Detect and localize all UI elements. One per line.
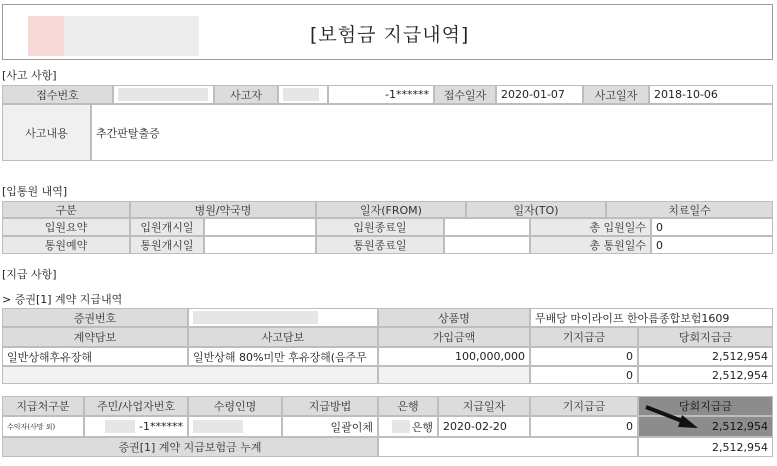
hospital-row-days: 0 <box>651 236 773 254</box>
hospital-header-kind: 구분 <box>2 201 130 218</box>
product-name: 무배당 마이라이프 한아름종합보험1609 <box>530 308 773 327</box>
hospital-row-total-label: 총 입원일수 <box>530 218 651 236</box>
payee-header-type: 지급처구분 <box>2 396 84 416</box>
hospital-row-end-value <box>444 236 530 254</box>
hospital-row-start-label: 입원개시일 <box>130 218 204 236</box>
hospital-section-title: [입통원 내역] <box>2 185 68 198</box>
payee-paid: 0 <box>530 416 638 437</box>
payee-date: 2020-02-20 <box>438 416 530 437</box>
payee-bank: 은행 <box>378 416 438 437</box>
hospital-header-name: 병원/약국명 <box>130 201 316 218</box>
coverage-header-current: 당회지급금 <box>638 327 773 347</box>
payee-header-date: 지급일자 <box>438 396 530 416</box>
highlight-arrow-icon <box>638 398 718 438</box>
total-value: 2,512,954 <box>638 437 773 457</box>
coverage-accident: 일반상해 80%미만 후유장해(음주무 <box>188 347 378 366</box>
payee-header-paid: 기지급금 <box>530 396 638 416</box>
insured-name <box>278 85 328 104</box>
policy-no-label: 증권번호 <box>2 308 188 327</box>
coverage-subtotal-blank-2 <box>378 366 530 384</box>
insured-label: 사고자 <box>214 85 278 104</box>
coverage-current: 2,512,954 <box>638 347 773 366</box>
payee-current: 2,512,954 <box>638 416 773 437</box>
payee-header-name: 수령인명 <box>188 396 282 416</box>
payee-type: 수익자(사망 외) <box>2 416 84 437</box>
payee-header-bank: 은행 <box>378 396 438 416</box>
hospital-row-end-value <box>444 218 530 236</box>
product-label: 상품명 <box>378 308 530 327</box>
hospital-row-kind: 통원예약 <box>2 236 130 254</box>
policy-no-value <box>188 308 378 327</box>
payee-header-current: 당회지급금 <box>638 396 773 416</box>
hospital-header-days: 치료일수 <box>606 201 773 218</box>
coverage-subtotal-blank <box>2 366 378 384</box>
coverage-amount: 100,000,000 <box>378 347 530 366</box>
hospital-header-to: 일자(TO) <box>466 201 606 218</box>
coverage-subtotal-paid: 0 <box>530 366 638 384</box>
logo-redacted-2 <box>64 16 199 56</box>
payee-header-id: 주민/사업자번호 <box>84 396 188 416</box>
coverage-header-accident: 사고담보 <box>188 327 378 347</box>
hospital-row-total-label: 총 통원일수 <box>530 236 651 254</box>
hospital-row-name <box>204 236 316 254</box>
hospital-row-start-label: 통원개시일 <box>130 236 204 254</box>
receipt-no-value <box>113 85 214 104</box>
coverage-subtotal-current: 2,512,954 <box>638 366 773 384</box>
accident-date-value: 2018-10-06 <box>649 85 773 104</box>
page-title: [보험금 지급내역] <box>310 24 470 46</box>
receipt-date-label: 접수일자 <box>434 85 496 104</box>
payment-sub-section-title: > 증권[1] 계약 지급내역 <box>2 293 123 306</box>
payee-id: -1****** <box>84 416 188 437</box>
payee-name <box>188 416 282 437</box>
total-label: 증권[1] 계약 지급보험금 누계 <box>2 437 378 457</box>
accident-section-title: [사고 사항] <box>2 69 57 82</box>
insured-id: -1****** <box>328 85 434 104</box>
accident-date-label: 사고일자 <box>583 85 649 104</box>
accident-content-value: 추간판탈출증 <box>91 104 773 161</box>
payment-section-title: [지급 사항] <box>2 268 57 281</box>
accident-content-label: 사고내용 <box>2 104 91 161</box>
hospital-row-name <box>204 218 316 236</box>
coverage-paid: 0 <box>530 347 638 366</box>
coverage-contract: 일반상해후유장해 <box>2 347 188 366</box>
payee-header-method: 지급방법 <box>282 396 378 416</box>
logo-redacted <box>28 16 64 56</box>
receipt-date-value: 2020-01-07 <box>496 85 583 104</box>
coverage-header-paid: 기지급금 <box>530 327 638 347</box>
hospital-header-from: 일자(FROM) <box>316 201 466 218</box>
hospital-row-end-label: 입원종료일 <box>316 218 444 236</box>
receipt-no-label: 접수번호 <box>2 85 113 104</box>
hospital-row-end-label: 통원종료일 <box>316 236 444 254</box>
total-blank <box>378 437 638 457</box>
hospital-row-days: 0 <box>651 218 773 236</box>
hospital-row-kind: 입원요약 <box>2 218 130 236</box>
payee-method: 일괄이체 <box>282 416 378 437</box>
coverage-header-contract: 계약담보 <box>2 327 188 347</box>
coverage-header-amount: 가입금액 <box>378 327 530 347</box>
